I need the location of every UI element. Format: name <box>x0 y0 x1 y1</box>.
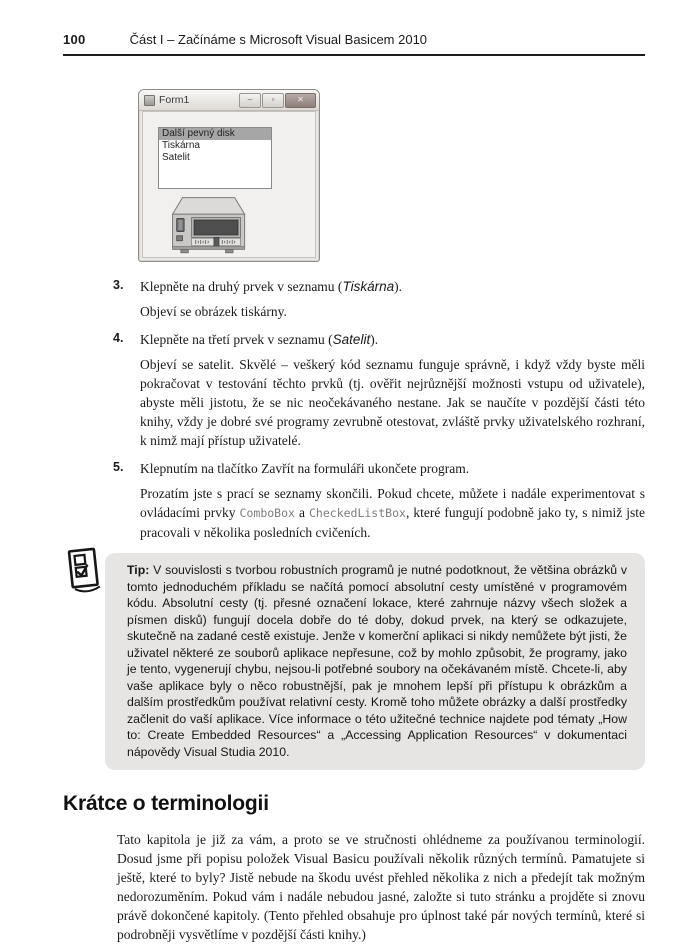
page-number: 100 <box>63 32 86 47</box>
window-controls <box>239 93 316 108</box>
minimize-button-icon[interactable]: – <box>239 93 261 108</box>
checklist-note-icon <box>66 546 102 598</box>
form1-client-area <box>142 111 316 258</box>
form1-titlebar <box>139 90 319 111</box>
step-title-emphasis: Satelit <box>332 332 371 347</box>
step-body-text: Prozatím jste s prací se seznamy skončili. Pokud chcete, můžete i nadále experimentovat s ovládacími prvky <box>140 486 645 520</box>
form-screenshot-figure <box>138 89 320 262</box>
step-5 <box>63 459 645 542</box>
step-body: Objeví se satelit. Skvělé – veškerý kód seznamu funguje správně, i když vždy byste měli pokračovat v testování těchto prvků (tj. ověřit nejrůznější možnosti vstupu od uživatele), abyste měli jistotu, že se nic neočekávaného nestane. Jak se naučíte v pozdější části této knihy, vždy je dobré své programy zevrubně otestovat, zvláště prvky uživatelského rozhraní, k nimž mají přístup uživatelé. <box>140 357 645 448</box>
running-head-title: Část I – Začínáme s Microsoft Visual Basicem 2010 <box>129 32 428 47</box>
step-title-emphasis: Tiskárna <box>342 279 395 294</box>
step-title <box>140 277 645 296</box>
close-button-icon[interactable]: ✕ <box>285 93 316 108</box>
step-title <box>140 330 645 349</box>
hardware-listbox[interactable] <box>158 127 272 189</box>
tip-text: V souvislosti s tvorbou robustních programů je nutné podotknout, že většina obrázků v tomto jednoduchém příkladu se načítá pomocí absolutní cesty umístěné v programovém kódu. Absolutní cesty (tj. přesné označení lokace, které zahrnuje názvy všech složek a písmen disků) fungují docela dobře do té doby, dokud prvek, na který se odkazujete, skutečně na zadané cestě existuje. Jenže v komerční aplikaci si nikdy nemůžete být jisti, že uživatel některé ze souborů aplikace nepřesune, což by mohlo způsobit, že programy, jako je tento, vygenerují chybu, nejsou-li potřebné soubory na očekávaném místě. Chcete-li, aby vaše aplikace byly o něco robustnější, pak je mnohem lepší při přístupu k obrázkům a dalším prostředkům používat relativní cesty. Kromě toho můžete obrázky a další prostředky začlenit do vaší aplikace. Více informace o této užitečné technice najdete pod tématy „How to: Create Embedded Resources“ a „Accessing Application Resources“ v dokumentaci nápovědy Visual Studia 2010. <box>127 563 627 759</box>
form1-window <box>138 89 320 262</box>
step-body: Objeví se obrázek tiskárny. <box>140 304 287 319</box>
section-paragraph: Tato kapitola je již za vám, a proto se ve stručnosti ohlédneme za používanou terminologií. Dosud jsme při popisu položek Visual Basicu používali několik různých termínů. Pamatujete si ještě, které to byly? Jistě nebude na škodu uvést přehled několika z nich a předejít tak možným nedorozuměním. Pokud vám i nadále nebudou jasné, založte si tuto stránku a projděte si znovu právě dokončené kapitoly. (Tento přehled obsahuje pro úplnost také pár nových termínů, které si podrobněji vysvětlíme v pozdější části knihy.) <box>117 832 645 943</box>
tip-label: Tip: <box>127 563 150 577</box>
listbox-item[interactable]: Satelit <box>162 152 190 163</box>
step-body-text: , které fungují podobně jako ty, s nimiž jste pracovali v několika posledních cvičeních. <box>140 505 645 540</box>
running-head <box>63 0 645 56</box>
window-title: Form1 <box>159 94 190 106</box>
step-title-text: Klepněte na druhý prvek v seznamu ( <box>140 279 343 294</box>
step-4 <box>63 330 645 450</box>
step-title-text: ). <box>370 332 379 347</box>
step-3 <box>63 277 645 321</box>
tip-section <box>105 553 645 770</box>
step-body-text: a <box>294 505 309 520</box>
step-title: Klepnutím na tlačítko Zavřít na formuláři ukončete program. <box>140 461 470 476</box>
step-number: 3. <box>113 278 124 292</box>
step-title-text: Klepněte na třetí prvek v seznamu ( <box>140 332 333 347</box>
combobox-code-term: ComboBox <box>239 506 295 520</box>
satellite-device-image <box>163 196 255 254</box>
section-heading: Krátce o terminologii <box>63 792 269 815</box>
page-content <box>63 0 645 944</box>
numbered-steps <box>63 277 645 542</box>
checkedlistbox-code-term: CheckedListBox <box>309 506 406 520</box>
listbox-item-selected[interactable]: Další pevný disk <box>159 128 271 140</box>
step-number: 4. <box>113 331 124 345</box>
form-icon <box>144 95 155 106</box>
maximize-button-icon[interactable]: ▫ <box>262 93 284 108</box>
step-number: 5. <box>113 460 124 474</box>
tip-box <box>105 553 645 770</box>
step-title-text: ). <box>394 279 402 294</box>
step-body <box>140 484 645 542</box>
listbox-item[interactable]: Tiskárna <box>162 140 200 151</box>
